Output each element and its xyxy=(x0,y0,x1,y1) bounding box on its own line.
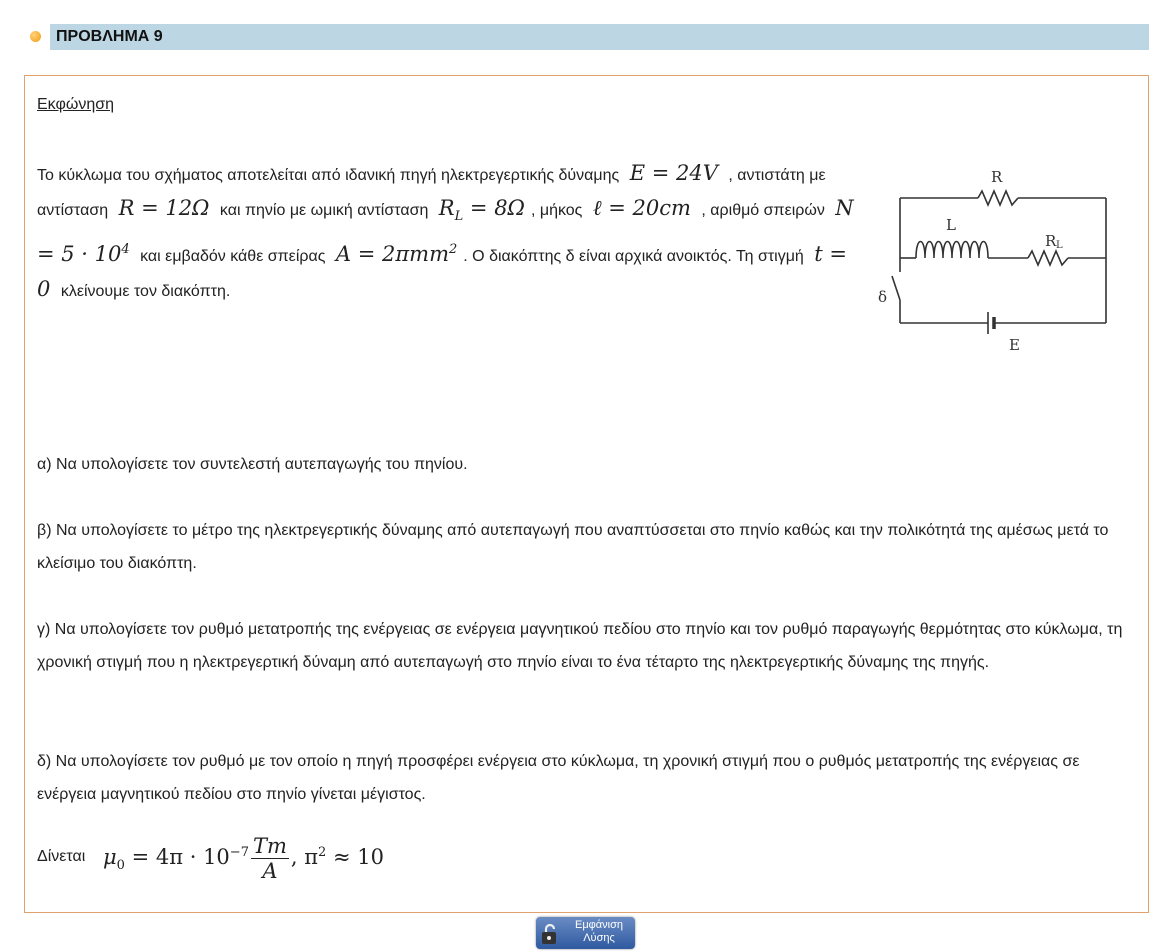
math-time: t = 0 xyxy=(37,242,847,302)
problem-title: ΠΡΟΒΛΗΜΑ 9 xyxy=(56,28,163,45)
mu-symbol: μ xyxy=(103,845,117,869)
statement-text-7: . Ο διακόπτης δ είναι αρχικά ανοικτός. Τη στιγμή xyxy=(463,248,804,266)
statement-text-5: , αριθμό σπειρών xyxy=(701,202,825,219)
switch-lever xyxy=(892,276,900,300)
math-resistance: R = 12Ω xyxy=(118,196,210,220)
math-area-exp: 2 xyxy=(449,242,458,258)
statement-text-1: Το κύκλωμα του σχήματος αποτελείται από ιδανική πηγή ηλεκτρεγερτικής δύναμης xyxy=(37,167,620,184)
math-turns-exp: 4 xyxy=(121,242,130,258)
problem-header xyxy=(28,24,1149,50)
label-e: E xyxy=(1009,336,1020,354)
label-rl: R xyxy=(1045,232,1057,250)
label-switch: δ xyxy=(878,288,888,306)
inductor-symbol xyxy=(916,242,988,259)
label-r: R xyxy=(991,168,1003,186)
given-label: Δίνεται xyxy=(37,848,86,865)
question-a: α) Να υπολογίσετε τον συντελεστή αυτεπαγωγής του πηνίου. xyxy=(37,456,468,473)
show-solution-button[interactable] xyxy=(536,917,635,949)
pi-approx: ≈ 10 xyxy=(326,845,384,869)
mu-exp: −7 xyxy=(229,845,249,860)
frac-denominator: A xyxy=(262,859,278,883)
math-rl-sub: L xyxy=(454,209,464,225)
resistor-r-symbol xyxy=(978,191,1018,205)
mu-sub: 0 xyxy=(116,858,125,874)
mu-eq: = 4π · 10 xyxy=(124,845,230,869)
question-c: γ) Να υπολογίσετε τον ρυθμό μετατροπής της ενέργειας σε ενέργεια μαγνητικού πεδίου στο πηνίο και τον ρυθμό παραγωγής θερμότητας στο κύκλωμα, τη χρονική στιγμή που η ηλεκτρεγερτική δύναμη από αυτεπαγωγή στο πηνίο είναι το ένα τέταρτο της ηλεκτρεγερτικής δύναμης της πηγής. xyxy=(37,621,1123,671)
math-area xyxy=(330,242,463,266)
question-d: δ) Να υπολογίσετε τον ρυθμό με τον οποίο η πηγή προσφέρει ενέργεια στο κύκλωμα, τη χρονική στιγμή που ο ρυθμός μετατροπής της ενέργειας σε ενέργεια μαγνητικού πεδίου στο πηνίο γίνεται μέγιστος. xyxy=(37,753,1080,803)
pi-part: , π xyxy=(290,845,319,869)
resistor-rl-symbol xyxy=(1028,251,1068,265)
math-rl-value: = 8Ω xyxy=(463,196,525,220)
show-solution-label xyxy=(564,919,634,945)
statement-text-2: , αντιστάτη με αντίσταση xyxy=(37,167,826,219)
statement-heading: Εκφώνηση xyxy=(37,96,115,113)
statement-paragraph xyxy=(37,157,867,308)
math-emf: E = 24V xyxy=(629,161,718,185)
statement-text-4: , μήκος xyxy=(530,202,583,219)
pi-exp: 2 xyxy=(318,845,327,860)
circuit-diagram xyxy=(868,160,1118,360)
statement-text-3: και πηνίο με ωμική αντίσταση xyxy=(219,202,429,219)
show-solution-line2: Λύσης xyxy=(583,932,615,944)
label-rl-sub: L xyxy=(1056,240,1063,251)
lock-icon xyxy=(540,923,560,945)
units-fraction xyxy=(251,834,289,883)
frac-numerator: Tm xyxy=(252,834,287,858)
math-coil-resistance xyxy=(433,196,531,225)
math-rl-symbol: R xyxy=(438,196,455,220)
statement-text-6: και εμβαδόν κάθε σπείρας xyxy=(140,248,326,266)
statement-text-8: κλείνουμε τον διακόπτη. xyxy=(60,283,231,301)
given-formula xyxy=(103,834,384,883)
show-solution-line1: Εμφάνιση xyxy=(574,919,624,931)
label-l: L xyxy=(946,216,956,234)
math-length: ℓ = 20cm xyxy=(592,196,691,220)
question-b: β) Να υπολογίσετε το μέτρο της ηλεκτρεγερτικής δύναμης από αυτεπαγωγή που αναπτύσσεται στο πηνίο καθώς και την πολικότητά της αμέσως μετά το κλείσιμο του διακόπτη. xyxy=(37,522,1109,572)
bullet-icon xyxy=(30,31,41,42)
math-turns-base: N = 5 · 10 xyxy=(37,196,854,267)
problem-title-band xyxy=(50,24,1149,50)
math-area-base: A = 2πmm xyxy=(335,242,449,267)
